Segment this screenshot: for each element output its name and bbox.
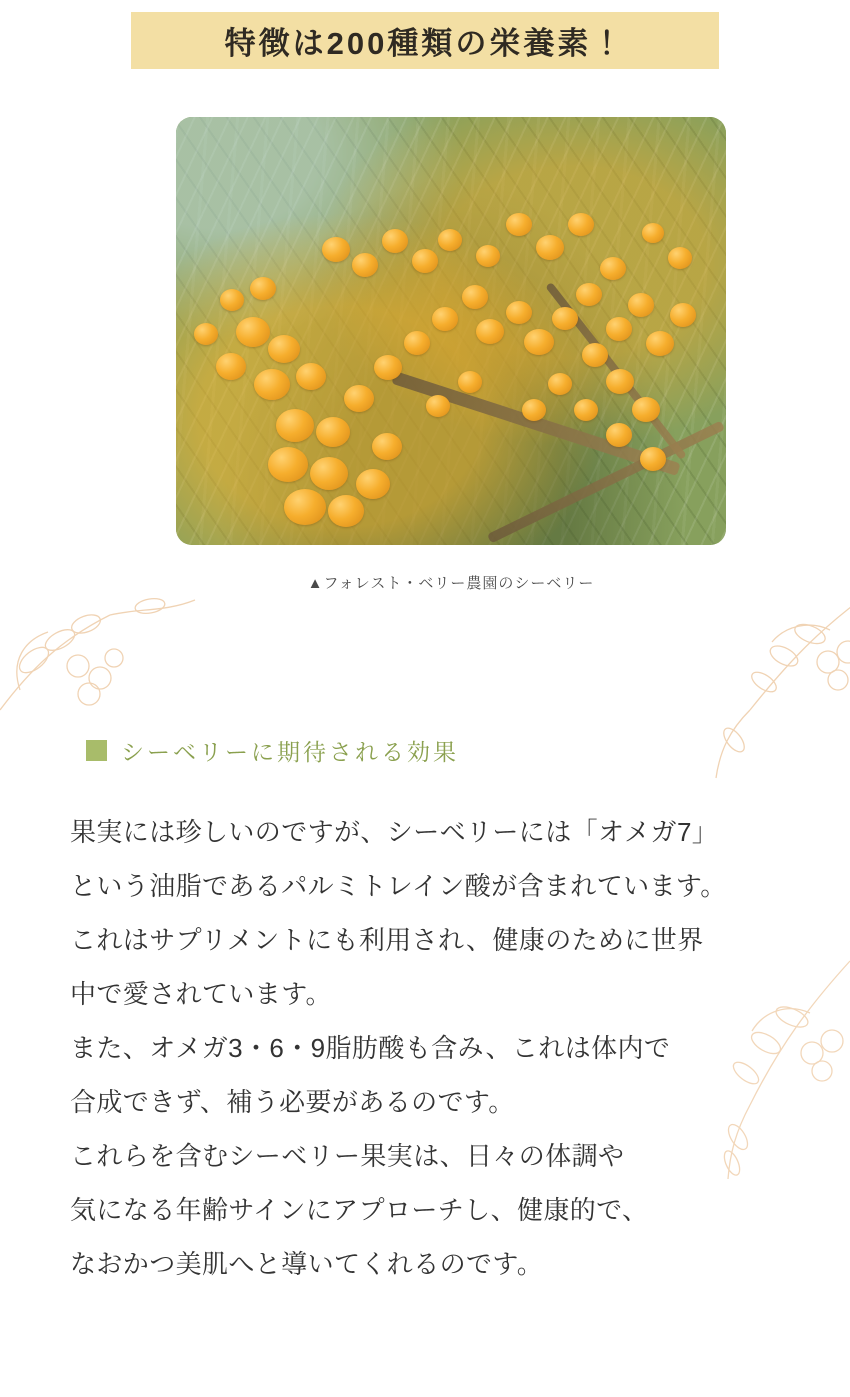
body-line: これらを含むシーベリー果実は、日々の体調や bbox=[70, 1141, 625, 1171]
berry bbox=[568, 213, 594, 236]
berry bbox=[606, 369, 634, 394]
berry bbox=[668, 247, 692, 269]
berry bbox=[254, 369, 290, 400]
botanical-decoration-icon bbox=[660, 590, 850, 790]
berry bbox=[576, 283, 602, 306]
berry bbox=[640, 447, 666, 471]
berry bbox=[250, 277, 276, 300]
berry bbox=[506, 213, 532, 236]
berry bbox=[606, 317, 632, 341]
berry bbox=[404, 331, 430, 355]
berry bbox=[316, 417, 350, 447]
section-heading bbox=[86, 734, 459, 767]
berry bbox=[426, 395, 450, 417]
berry bbox=[412, 249, 438, 273]
berry bbox=[524, 329, 554, 355]
berry bbox=[216, 353, 246, 380]
body-line: また、オメガ3・6・9脂肪酸も含み、これは体内で bbox=[70, 1033, 671, 1063]
berry bbox=[268, 447, 308, 482]
berry bbox=[646, 331, 674, 356]
berry bbox=[372, 433, 402, 460]
berry bbox=[220, 289, 244, 311]
body-line: 合成できず、補う必要があるのです。 bbox=[70, 1087, 515, 1117]
berry bbox=[352, 253, 378, 277]
berry bbox=[606, 423, 632, 447]
header-banner bbox=[131, 12, 719, 69]
berry bbox=[462, 285, 488, 309]
berry bbox=[296, 363, 326, 390]
berry bbox=[382, 229, 408, 253]
berry bbox=[642, 223, 664, 243]
square-bullet-icon bbox=[86, 740, 107, 761]
berry bbox=[328, 495, 364, 527]
berry bbox=[548, 373, 572, 395]
berry bbox=[574, 399, 598, 421]
berry bbox=[194, 323, 218, 345]
berry bbox=[438, 229, 462, 251]
body-line: 中で愛されています。 bbox=[70, 979, 332, 1009]
berry bbox=[582, 343, 608, 367]
berry bbox=[344, 385, 374, 412]
berry bbox=[284, 489, 326, 525]
berry bbox=[632, 397, 660, 422]
berry bbox=[458, 371, 482, 393]
body-line: 果実には珍しいのですが、シーベリーには「オメガ7」 bbox=[70, 817, 719, 847]
berry bbox=[432, 307, 458, 331]
berry bbox=[628, 293, 654, 317]
body-copy bbox=[70, 805, 800, 1291]
body-line: なおかつ美肌へと導いてくれるのです。 bbox=[70, 1249, 544, 1279]
berry bbox=[236, 317, 270, 347]
photo-caption: ▲フォレスト・ベリー農園のシーベリー bbox=[307, 575, 595, 592]
berry bbox=[536, 235, 564, 260]
berry bbox=[322, 237, 350, 262]
berry bbox=[670, 303, 696, 327]
section-heading-label: シーベリーに期待される効果 bbox=[121, 739, 459, 765]
berry bbox=[522, 399, 546, 421]
berry bbox=[374, 355, 402, 380]
body-line: 気になる年齢サインにアプローチし、健康的で、 bbox=[70, 1195, 649, 1225]
berry bbox=[356, 469, 390, 499]
berry bbox=[476, 319, 504, 344]
berry bbox=[310, 457, 348, 490]
berry bbox=[268, 335, 300, 363]
berry bbox=[600, 257, 626, 280]
body-line: これはサプリメントにも利用され、健康のために世界 bbox=[70, 925, 704, 955]
botanical-decoration-icon bbox=[0, 520, 220, 720]
body-line: という油脂であるパルミトレイン酸が含まれています。 bbox=[70, 871, 727, 901]
berry bbox=[506, 301, 532, 324]
page-title: 特徴は200種類の栄養素！ bbox=[224, 26, 626, 61]
seaberry-photo bbox=[176, 117, 726, 545]
berry bbox=[476, 245, 500, 267]
berry bbox=[552, 307, 578, 330]
berry bbox=[276, 409, 314, 442]
